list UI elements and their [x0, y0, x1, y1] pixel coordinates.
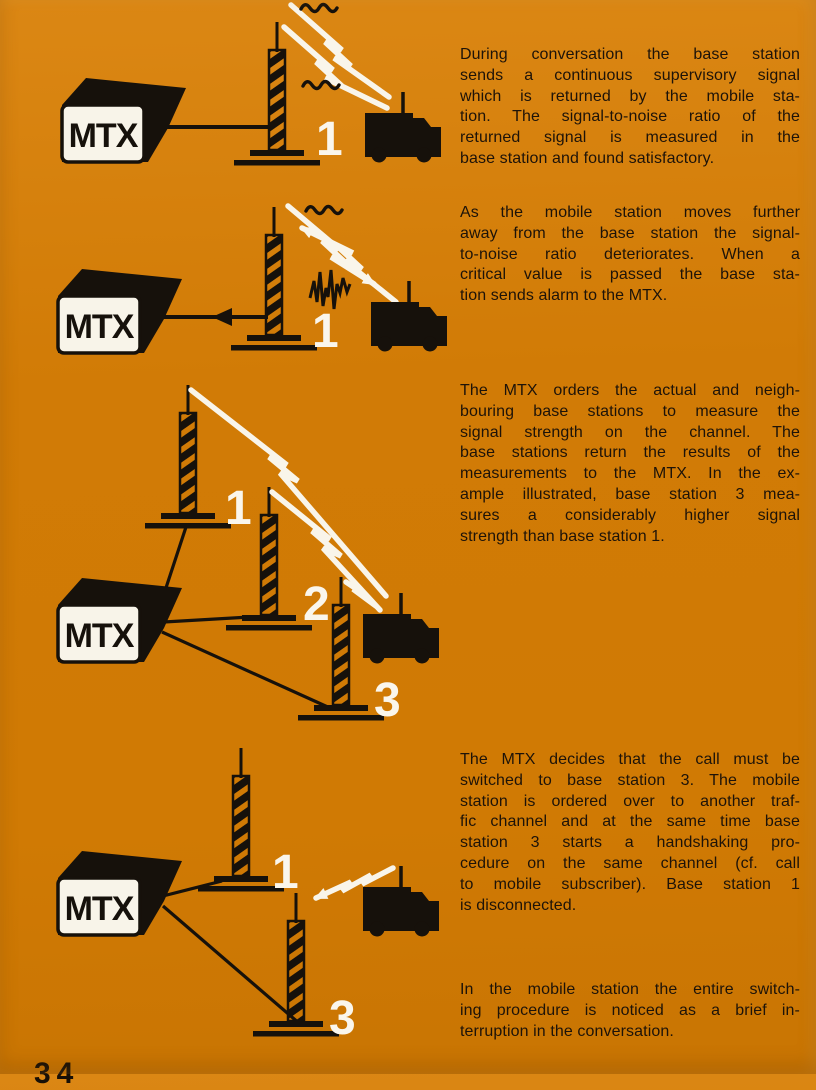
- text-line: strength than base station 1.: [460, 527, 665, 545]
- diagram-step-1: [62, 5, 441, 167]
- text-line: sures a considerably higher signal: [460, 506, 800, 524]
- station-number-1: 1: [316, 113, 343, 166]
- noise-waveform: [310, 270, 350, 309]
- paragraph-step-3: [460, 381, 800, 547]
- text-line: tion sends alarm to the MTX.: [460, 287, 668, 305]
- landline-link-3: [163, 906, 300, 1024]
- text-line: returned signal is measured in the: [460, 129, 800, 147]
- base-station-tower-3: [253, 893, 339, 1037]
- mtx-exchange-box: [58, 269, 182, 353]
- page-number: 34: [34, 1057, 80, 1090]
- mtx-exchange-box: [58, 578, 182, 662]
- mtx-label: MTX: [68, 117, 138, 155]
- mtx-label: MTX: [64, 617, 134, 655]
- text-line: terruption in the conversation.: [460, 1022, 674, 1040]
- station-number-1: 1: [225, 482, 252, 535]
- radio-signal-flash: [284, 27, 387, 108]
- paragraph-step-5: [460, 980, 800, 1042]
- mtx-exchange-box: [62, 78, 186, 162]
- landline-link-2: [164, 617, 250, 622]
- station-number-1: 1: [272, 846, 299, 899]
- text-line: switched to base station 3. The mobile: [460, 771, 800, 789]
- interference-squiggle: [306, 207, 342, 214]
- radio-signal-flash: [191, 390, 386, 596]
- text-line: station 3 starts a handshaking pro-: [460, 834, 800, 852]
- text-line: station is ordered over to another traf-: [460, 792, 800, 810]
- landline-link-3: [162, 632, 330, 708]
- station-number-3: 3: [329, 992, 356, 1045]
- paragraph-step-2: [460, 203, 800, 307]
- text-line: to-noise ratio deteriorates. When a: [460, 245, 800, 263]
- text-line: base station and found satisfactory.: [460, 149, 715, 167]
- diagram-step-2: [58, 206, 447, 358]
- mtx-label: MTX: [64, 890, 134, 928]
- station-number-1: 1: [312, 305, 339, 358]
- text-line: base stations return the results of the: [460, 444, 800, 462]
- text-line: ing procedure is noticed as a brief in-: [460, 1001, 800, 1019]
- text-line: bouring base stations to measure the: [460, 402, 800, 420]
- paragraph-step-4: [460, 750, 800, 916]
- base-station-tower-1: [234, 22, 320, 166]
- diagram-step-3: [58, 385, 439, 727]
- base-station-tower-1: [145, 385, 231, 529]
- diagram-step-4: [58, 748, 439, 1045]
- text-line: sends a continuous supervisory signal: [460, 66, 800, 84]
- text-line: ample illustrated, base station 3 mea-: [460, 485, 800, 503]
- station-number-2: 2: [303, 578, 330, 631]
- text-line: is disconnected.: [460, 896, 577, 914]
- text-line: In the mobile station the entire switch-: [460, 981, 800, 998]
- text-line: measurements to the MTX. In the ex-: [460, 465, 800, 483]
- text-line: critical value is passed the base sta-: [460, 266, 800, 284]
- station-number-3: 3: [374, 674, 401, 727]
- text-line: The MTX decides that the call must be: [460, 751, 800, 768]
- interference-squiggle: [301, 5, 337, 12]
- text-line: The MTX orders the actual and neigh-: [460, 382, 800, 399]
- text-line: cedure on the same channel (cf. call: [460, 854, 800, 872]
- text-line: As the mobile station moves further: [460, 204, 800, 221]
- text-line: signal strength on the channel. The: [460, 423, 800, 441]
- text-line: fic channel and at the same time base: [460, 813, 800, 831]
- text-line: which is returned by the mobile sta-: [460, 87, 800, 105]
- text-line: away from the base station the signal-: [460, 224, 800, 242]
- alarm-arrow: [212, 308, 232, 326]
- mtx-label: MTX: [64, 308, 134, 346]
- text-line: tion. The signal-to-noise ratio of the: [460, 108, 800, 126]
- mtx-exchange-box: [58, 851, 182, 935]
- text-line: to mobile subscriber). Base station 1: [460, 875, 800, 893]
- paragraph-step-1: [460, 45, 800, 170]
- text-line: During conversation the base station: [460, 46, 800, 63]
